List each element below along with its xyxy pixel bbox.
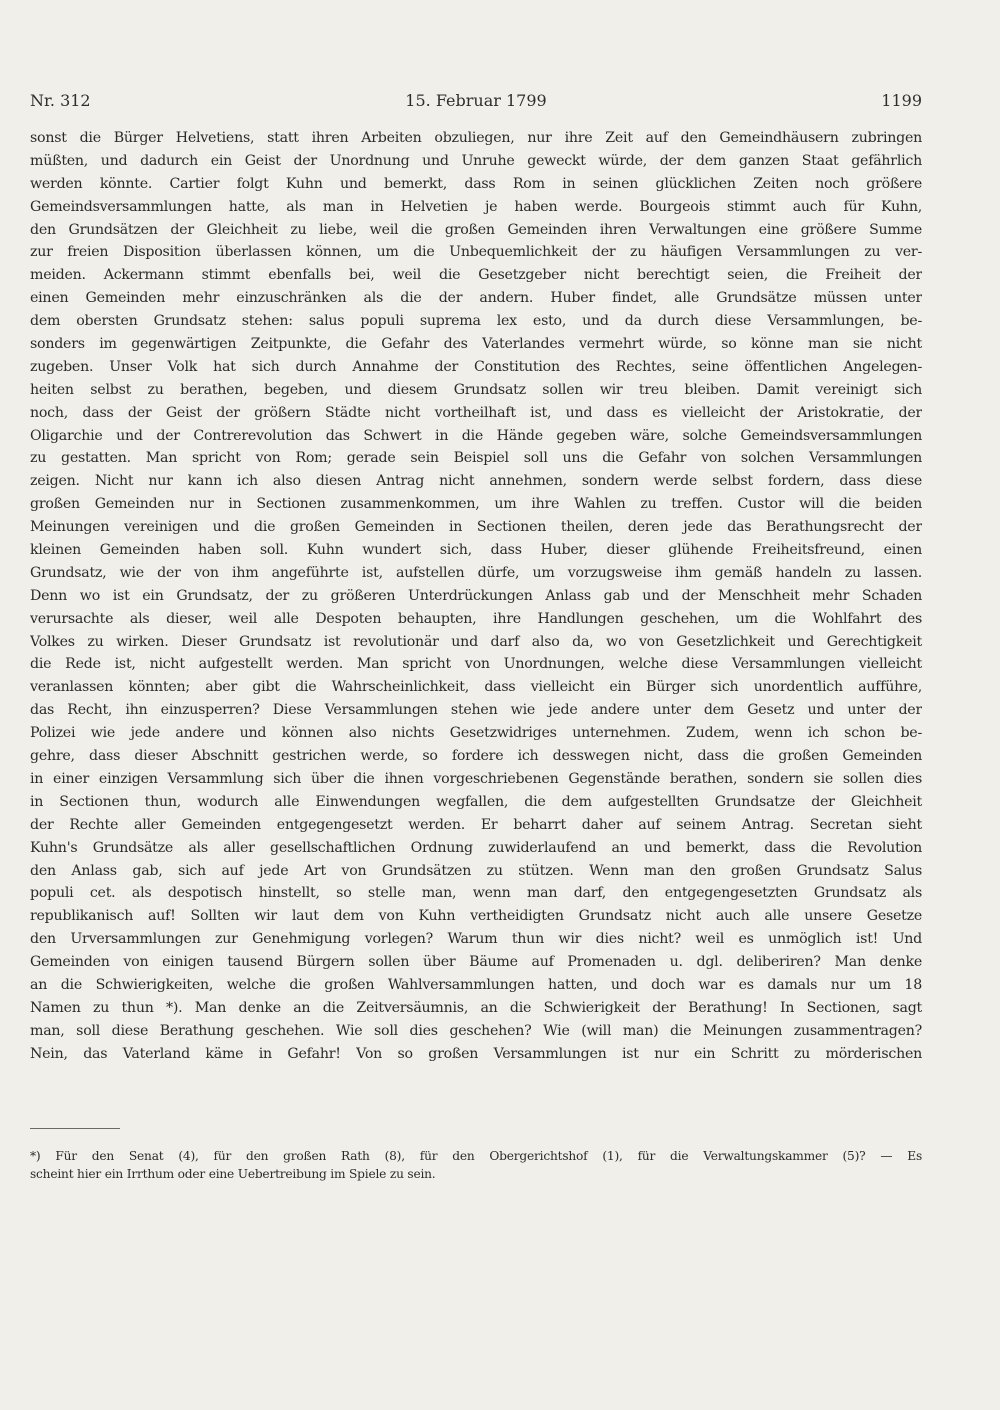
text-line: den Urversammlungen zur Genehmigung vorlegen? Warum thun wir dies nicht? weil es unmöglich ist! Und — [30, 931, 922, 948]
text-line: Polizei wie jede andere und können also nichts Gesetzwidriges unternehmen. Zudem, wenn ich schon be- — [30, 725, 922, 742]
text-line: dem obersten Grundsatz stehen: salus populi suprema lex esto, und da durch diese Versammlungen, be- — [30, 313, 922, 330]
text-line: meiden. Ackermann stimmt ebenfalls bei, weil die Gesetzgeber nicht berechtigt seien, die Freiheit der — [30, 267, 922, 284]
text-line: heiten selbst zu berathen, begeben, und diesem Grundsatz sollen wir treu bleiben. Damit vereinigt sich — [30, 381, 922, 398]
text-line: zur freien Disposition überlassen können, um die Unbequemlichkeit der zu häufigen Versammlungen zu ver- — [30, 244, 922, 261]
text-line: sonders im gegenwärtigen Zeitpunkte, die Gefahr des Vaterlandes vermehrt würde, so könne man sie nicht — [30, 336, 922, 353]
text-line: müßten, und dadurch ein Geist der Unordnung und Unruhe geweckt würde, der dem ganzen Staat gefährlich — [30, 152, 922, 169]
footnote-line: scheint hier ein Irrthum oder eine Uebertreibung im Spiele zu sein. — [30, 1167, 436, 1181]
page-number: 1199 — [881, 91, 922, 110]
text-line: Gemeindsversammlungen hatte, als man in Helvetien je haben werde. Bourgeois stimmt auch für Kuhn, — [30, 198, 922, 215]
running-header — [30, 88, 922, 114]
text-line: verursachte als dieser, weil alle Despoten behaupten, ihre Handlungen geschehen, um die Wohlfahrt des — [30, 610, 922, 627]
text-line: Nein, das Vaterland käme in Gefahr! Von so großen Versammlungen ist nur ein Schritt zu mörderischen — [30, 1045, 922, 1062]
text-line: die Rede ist, nicht aufgestellt werden. Man spricht von Unordnungen, welche diese Versammlungen vielleicht — [30, 656, 922, 673]
text-line: Denn wo ist ein Grundsatz, der zu größeren Unterdrückungen Anlass gab und der Menschheit mehr Schaden — [30, 587, 922, 604]
text-line: sonst die Bürger Helvetiens, statt ihren Arbeiten obzuliegen, nur ihre Zeit auf den Gemeindhäusern zubringen — [30, 130, 922, 146]
issue-number: Nr. 312 — [30, 91, 91, 110]
text-line: den Grundsätzen der Gleichheit zu liebe, weil die großen Gemeinden ihren Verwaltungen eine größere Summe — [30, 221, 922, 238]
text-line: großen Gemeinden nur in Sectionen zusammenkommen, um ihre Wahlen zu treffen. Custor will die beiden — [30, 496, 922, 513]
text-line: Grundsatz, wie der von ihm angeführte ist, aufstellen dürfe, um vorzugsweise ihm gemäß handeln zu lassen. — [30, 564, 922, 581]
main-text-block — [30, 127, 922, 1066]
text-line: populi cet. als despotisch hinstellt, so stelle man, wenn man darf, den entgegengesetzten Grundsatz als — [30, 885, 922, 902]
text-line: den Anlass gab, sich auf jede Art von Grundsätzen zu stützen. Wenn man den großen Grundsatz Salus — [30, 862, 922, 879]
header-date: 15. Februar 1799 — [405, 91, 547, 110]
text-line: zu gestatten. Man spricht von Rom; gerade sein Beispiel soll uns die Gefahr von solchen Versammlungen — [30, 450, 922, 467]
text-line: zugeben. Unser Volk hat sich durch Annahme der Constitution des Rechtes, seine öffentlichen Angelegen- — [30, 358, 922, 375]
text-line: das Recht, ihn einzusperren? Diese Versammlungen stehen wie jede andere unter dem Gesetz und unter der — [30, 702, 922, 719]
footnote-rule — [30, 1128, 120, 1129]
text-line: der Rechte aller Gemeinden entgegengesetzt werden. Er beharrt daher auf seinem Antrag. Secretan sieht — [30, 816, 922, 833]
text-line: in einer einzigen Versammlung sich über die ihnen vorgeschriebenen Gegenstände berathen, sondern sie sollen dies — [30, 770, 922, 787]
text-line: republikanisch auf! Sollten wir laut dem von Kuhn vertheidigten Grundsatz nicht auch alle unsere Gesetze — [30, 908, 922, 925]
text-line: gehre, dass dieser Abschnitt gestrichen werde, so fordere ich desswegen nicht, dass die großen Gemeinden — [30, 748, 922, 765]
text-line: Oligarchie und der Contrerevolution das Schwert in die Hände gegeben wäre, solche Gemeindsversammlungen — [30, 427, 922, 444]
text-line: werden könnte. Cartier folgt Kuhn und bemerkt, dass Rom in seinen glücklichen Zeiten noch größere — [30, 175, 922, 192]
text-line: in Sectionen thun, wodurch alle Einwendungen wegfallen, die dem aufgestellten Grundsatze der Gleichheit — [30, 793, 922, 810]
text-line: noch, dass der Geist der größern Städte nicht vortheilhaft ist, und dass es vielleicht der Aristokratie, der — [30, 404, 922, 421]
text-line: man, soll diese Berathung geschehen. Wie soll dies geschehen? Wie (will man) die Meinungen zusammentragen? — [30, 1022, 922, 1039]
text-line: kleinen Gemeinden haben soll. Kuhn wundert sich, dass Huber, dieser glühende Freiheitsfreund, einen — [30, 542, 922, 559]
text-line: Kuhn's Grundsätze als aller gesellschaftlichen Ordnung zuwiderlaufend an und bemerkt, dass die Revolution — [30, 839, 922, 856]
text-line: Gemeinden von einigen tausend Bürgern sollen über Bäume auf Promenaden u. dgl. deliberiren? Man denke — [30, 954, 922, 971]
footnote-line: *) Für den Senat (4), für den großen Rath (8), für den Obergerichtshof (1), für die Verwaltungskammer (5)? — Es — [30, 1149, 922, 1163]
text-line: einen Gemeinden mehr einzuschränken als die der andern. Huber findet, alle Grundsätze müssen unter — [30, 290, 922, 307]
footnote-block — [30, 1147, 922, 1183]
text-line: an die Schwierigkeiten, welche die großen Wahlversammlungen hatten, und doch war es damals nur um 18 — [30, 976, 922, 993]
text-line: zeigen. Nicht nur kann ich also diesen Antrag nicht annehmen, sondern werde selbst fordern, dass diese — [30, 473, 922, 490]
text-line: Meinungen vereinigen und die großen Gemeinden in Sectionen theilen, deren jede das Berathungsrecht der — [30, 519, 922, 536]
text-line: veranlassen könnten; aber gibt die Wahrscheinlichkeit, dass vielleicht ein Bürger sich unordentlich aufführe, — [30, 679, 922, 696]
text-line: Volkes zu wirken. Dieser Grundsatz ist revolutionär und darf also da, wo von Gesetzlichkeit und Gerechtigkeit — [30, 633, 922, 650]
text-line: Namen zu thun *). Man denke an die Zeitversäumnis, an die Schwierigkeit der Berathung! In Sectionen, sagt — [30, 999, 922, 1016]
